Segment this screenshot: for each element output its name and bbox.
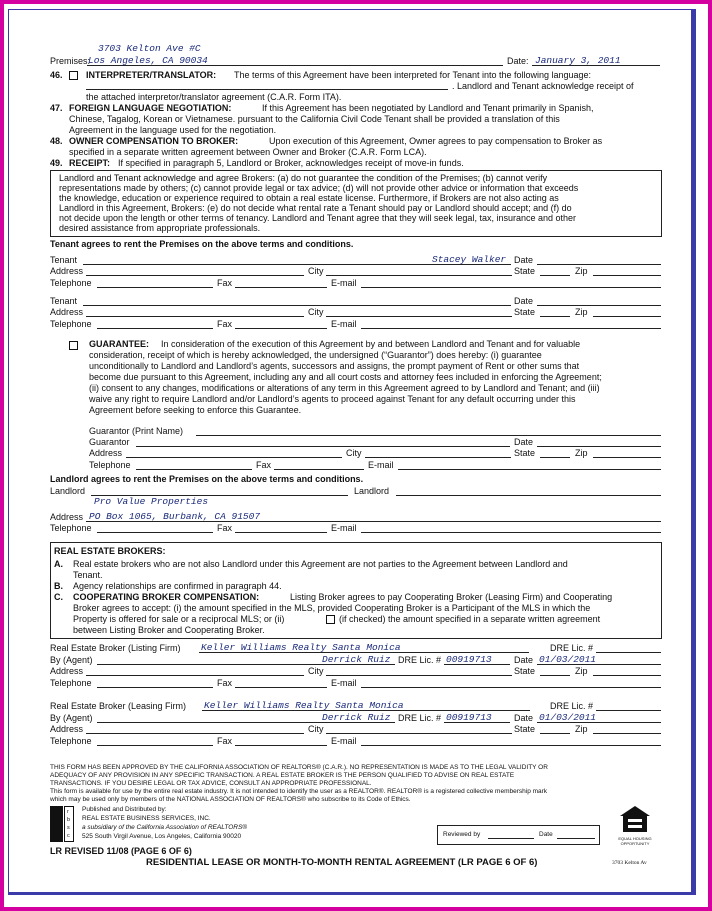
listing-agent-value: Derrick Ruiz <box>322 654 391 665</box>
tenant2-zip-field[interactable] <box>593 316 661 317</box>
tenant1-zip-field[interactable] <box>593 275 661 276</box>
guarantee-line: waive any right to require Landlord and/or Landlord’s agents to proceed against Tenant for any default occurring under this <box>89 394 576 404</box>
guarantee-line: In consideration of the execution of this Agreement by and between Landlord and Tenant and for valuable <box>161 339 581 349</box>
listing-zip-label: Zip <box>575 666 588 676</box>
guarantor-address-label: Address <box>89 448 123 458</box>
landlord-email-label: E-mail <box>331 523 357 533</box>
tenant1-email-label: E-mail <box>331 278 357 288</box>
leasing-city-label: City <box>308 724 324 734</box>
landlord1-label: Landlord <box>50 486 86 496</box>
tenant2-city-field[interactable] <box>326 316 512 317</box>
listing-city-field[interactable] <box>326 675 512 676</box>
listing-firm-value: Keller Williams Realty Santa Monica <box>201 642 401 653</box>
form-title: RESIDENTIAL LEASE OR MONTH-TO-MONTH RENTAL AGREEMENT (LR PAGE 6 OF 6) <box>146 857 538 868</box>
disclaimer-line: representations made by others; (c) cannot provide legal or tax advice; (d) will not provide other advice or information that exceeds <box>59 183 579 193</box>
logo-letter: c <box>67 833 70 839</box>
tenant2-state-label: State <box>514 307 536 317</box>
tenant1-email-field[interactable] <box>361 287 661 288</box>
sec46-text1: The terms of this Agreement have been interpreted for Tenant into the following language: <box>234 70 592 80</box>
leasing-telephone-field[interactable] <box>97 745 213 746</box>
listing-address-label: Address <box>50 666 84 676</box>
guarantor-fax-label: Fax <box>256 460 272 470</box>
brokers-a-letter: A. <box>54 559 63 569</box>
guarantor-telephone-field[interactable] <box>136 469 252 470</box>
leasing-agent-value: Derrick Ruiz <box>322 712 391 723</box>
leasing-agent-dre-label: DRE Lic. # <box>398 713 442 723</box>
publisher-line: REAL ESTATE BUSINESS SERVICES, INC. <box>82 815 211 822</box>
tenant2-telephone-field[interactable] <box>97 328 213 329</box>
sec48-title: OWNER COMPENSATION TO BROKER: <box>69 136 239 146</box>
leasing-agent-label: By (Agent) <box>50 713 93 723</box>
equal-housing-icon <box>617 805 653 835</box>
brokers-a-text1: Real estate brokers who are not also Landlord under this Agreement are not parties to the Agreement between Landlord and <box>73 559 568 569</box>
landlord-email-field[interactable] <box>361 532 661 533</box>
publisher-line: 525 South Virgil Avenue, Los Angeles, California 90020 <box>82 833 242 840</box>
property-ref: 3703 Kelton Av <box>612 860 647 866</box>
guarantor-email-field[interactable] <box>398 469 661 470</box>
guarantor-fax-field[interactable] <box>274 469 364 470</box>
logo-letter: r <box>67 809 69 815</box>
tenant2-email-field[interactable] <box>361 328 661 329</box>
tenant-heading: Tenant agrees to rent the Premises on the above terms and conditions. <box>50 239 354 249</box>
leasing-agent-dre-value: 00919713 <box>446 712 492 723</box>
brokers-c-text3b: (if checked) the amount specified in a separate written agreement <box>339 614 601 624</box>
leasing-address-label: Address <box>50 724 84 734</box>
tenant2-address-field[interactable] <box>86 316 304 317</box>
sec47-text1: If this Agreement has been negotiated by Landlord and Tenant primarily in Spanish, <box>262 103 594 113</box>
guarantor-date-field[interactable] <box>537 446 661 447</box>
landlord-fax-label: Fax <box>217 523 233 533</box>
guarantor-city-label: City <box>346 448 362 458</box>
brokers-a-text2: Tenant. <box>73 570 103 580</box>
footer-notice-line: which may be used only by members of the NATIONAL ASSOCIATION OF REALTORS® who subscribe to its Code of Ethics. <box>50 796 411 803</box>
guarantee-line: (ii) consent to any changes, modifications or alterations of any term in this Agreement agreed to by Landlord and Tenant; and (iii) <box>89 383 600 393</box>
tenant1-fax-label: Fax <box>217 278 233 288</box>
listing-zip-field[interactable] <box>593 675 661 676</box>
leasing-state-field[interactable] <box>540 733 570 734</box>
sec47-text3: Agreement in the language used for the negotiation. <box>69 125 277 135</box>
guarantor-telephone-label: Telephone <box>89 460 131 470</box>
footer-notice-line: TRANSACTIONS. IF YOU DESIRE LEGAL OR TAX ADVICE, CONSULT AN APPROPRIATE PROFESSIONAL. <box>50 780 372 787</box>
listing-agent-label: By (Agent) <box>50 655 93 665</box>
listing-telephone-label: Telephone <box>50 678 92 688</box>
guarantor-state-label: State <box>514 448 536 458</box>
guarantor-zip-field[interactable] <box>593 457 661 458</box>
sec48-text1: Upon execution of this Agreement, Owner agrees to pay compensation to Broker as <box>269 136 603 146</box>
guarantor-print-label: Guarantor (Print Name) <box>89 426 184 436</box>
leasing-zip-field[interactable] <box>593 733 661 734</box>
leasing-firm-label: Real Estate Broker (Leasing Firm) <box>50 701 187 711</box>
sec49-number: 49. <box>50 158 63 168</box>
tenant2-email-label: E-mail <box>331 319 357 329</box>
guarantor-city-field[interactable] <box>365 457 511 458</box>
brokers-c-title: COOPERATING BROKER COMPENSATION: <box>73 592 260 602</box>
listing-city-label: City <box>308 666 324 676</box>
landlord-telephone-label: Telephone <box>50 523 92 533</box>
listing-dre-label: DRE Lic. # <box>550 643 594 653</box>
landlord-telephone-field[interactable] <box>97 532 213 533</box>
sec48-text2: specified in a separate written agreement between Owner and Broker (C.A.R. Form LCA). <box>69 147 427 157</box>
footer-notice-line: This form is available for use by the entire real estate industry. It is not intended to identify the user as a REALTOR®. REALTOR® is a registered collective membership mark <box>50 788 548 795</box>
tenant2-state-field[interactable] <box>540 316 570 317</box>
listing-state-field[interactable] <box>540 675 570 676</box>
tenant2-signature-field[interactable] <box>83 305 511 306</box>
tenant1-address-label: Address <box>50 266 84 276</box>
landlord-address-value: PO Box 1065, Burbank, CA 91507 <box>89 511 261 522</box>
guarantor-email-label: E-mail <box>368 460 394 470</box>
guarantor-zip-label: Zip <box>575 448 588 458</box>
reviewed-date-field[interactable] <box>557 838 595 839</box>
reviewed-by-label: Reviewed by <box>443 831 481 838</box>
leasing-firm-value: Keller Williams Realty Santa Monica <box>204 700 404 711</box>
listing-date-label: Date <box>514 655 534 665</box>
sec46-number: 46. <box>50 70 63 80</box>
tenant2-city-label: City <box>308 307 324 317</box>
brokers-title: REAL ESTATE BROKERS: <box>54 546 166 556</box>
brokers-b-text: Agency relationships are confirmed in paragraph 44. <box>73 581 282 591</box>
tenant2-zip-label: Zip <box>575 307 588 317</box>
listing-fax-label: Fax <box>217 678 233 688</box>
brokers-b-letter: B. <box>54 581 63 591</box>
leasing-date-label: Date <box>514 713 534 723</box>
tenant1-zip-label: Zip <box>575 266 588 276</box>
tenant1-state-label: State <box>514 266 536 276</box>
sec46-text3: the attached interpretor/translator agreement (C.A.R. Form ITA). <box>86 92 342 102</box>
address-line1: 3703 Kelton Ave #C <box>98 43 201 54</box>
listing-dre-field[interactable] <box>596 652 661 653</box>
landlord-fax-field[interactable] <box>235 532 327 533</box>
leasing-fax-field[interactable] <box>235 745 327 746</box>
guarantor-address-field[interactable] <box>126 457 342 458</box>
tenant1-date-field[interactable] <box>537 264 661 265</box>
date-label: Date: <box>507 56 529 66</box>
leasing-email-label: E-mail <box>331 736 357 746</box>
leasing-date-value: 01/03/2011 <box>539 712 597 723</box>
brokers-c-letter: C. <box>54 592 63 602</box>
sec48-number: 48. <box>50 136 63 146</box>
listing-agent-dre-label: DRE Lic. # <box>398 655 442 665</box>
brokers-c-text1: Listing Broker agrees to pay Cooperating Broker (Leasing Firm) and Cooperating <box>290 592 613 602</box>
equal-housing-text: EQUAL HOUSING OPPORTUNITY <box>618 836 652 846</box>
landlord-address-label: Address <box>50 512 84 522</box>
sec47-text2: Chinese, Tagalog, Korean or Vietnamese. pursuant to the California Civil Code Tenant shall be provided a translation of this <box>69 114 560 124</box>
leasing-address-field[interactable] <box>86 733 304 734</box>
tenant1-address-field[interactable] <box>86 275 304 276</box>
sec46-title: INTERPRETER/TRANSLATOR: <box>86 70 217 80</box>
guarantor-state-field[interactable] <box>540 457 570 458</box>
tenant1-city-label: City <box>308 266 324 276</box>
guarantor-signature-field[interactable] <box>136 446 510 447</box>
guarantor-print-field[interactable] <box>196 435 661 436</box>
reviewed-date-label: Date <box>539 831 553 838</box>
logo-letter: s <box>67 825 70 831</box>
tenant1-date-label: Date <box>514 255 534 265</box>
listing-firm-label: Real Estate Broker (Listing Firm) <box>50 643 181 653</box>
disclaimer-line: Landlord and Tenant acknowledge and agree Brokers: (a) do not guarantee the condition of the Premises; (b) cannot verify <box>59 173 548 183</box>
guarantee-line: unconditionally to Landlord and Landlord’s agents, successors and assigns, the prompt payment of Rent or other sums that <box>89 361 580 371</box>
premises-label: Premises: <box>50 56 91 66</box>
leasing-dre-field[interactable] <box>596 710 661 711</box>
disclaimer-line: not decide upon the length or other terms of tenancy. Landlord and Tenant agree that they will seek legal, tax, insurance and other <box>59 213 577 223</box>
leasing-state-label: State <box>514 724 536 734</box>
date-value: January 3, 2011 <box>535 55 621 66</box>
leasing-email-field[interactable] <box>361 745 661 746</box>
brokers-c-text2: Broker agrees to accept: (i) the amount specified in the MLS, provided Cooperating Broker is a Participant of the MLS in which the <box>73 603 591 613</box>
tenant2-telephone-label: Telephone <box>50 319 92 329</box>
sec47-title: FOREIGN LANGUAGE NEGOTIATION: <box>69 103 232 113</box>
tenant1-fax-field[interactable] <box>235 287 327 288</box>
tenant1-signature: Stacey Walker <box>432 254 507 265</box>
sec49-text1: If specified in paragraph 5, Landlord or Broker, acknowledges receipt of move-in funds. <box>118 158 464 168</box>
listing-email-label: E-mail <box>331 678 357 688</box>
listing-date-value: 01/03/2011 <box>539 654 597 665</box>
landlord2-signature-field[interactable] <box>396 495 661 496</box>
reviewed-by-field[interactable] <box>488 838 534 839</box>
guarantee-line: Agreement before seeking to enforce this Guarantee. <box>89 405 302 415</box>
leasing-city-field[interactable] <box>326 733 512 734</box>
publisher-line: a subsidiary of the California Association of REALTORS® <box>82 824 248 831</box>
leasing-dre-label: DRE Lic. # <box>550 701 594 711</box>
revision-label: LR REVISED 11/08 (PAGE 6 OF 6) <box>50 846 192 856</box>
landlord2-label: Landlord <box>354 486 390 496</box>
guarantor-label: Guarantor <box>89 437 130 447</box>
leasing-fax-label: Fax <box>217 736 233 746</box>
brokers-c-text3a: Property is offered for sale or a reciprocal MLS; or (ii) <box>73 614 285 624</box>
tenant2-address-label: Address <box>50 307 84 317</box>
guarantee-checkbox[interactable] <box>69 341 78 350</box>
listing-email-field[interactable] <box>361 687 661 688</box>
tenant2-fax-label: Fax <box>217 319 233 329</box>
premises-value: Los Angeles, CA 90034 <box>88 55 208 66</box>
tenant2-date-field[interactable] <box>537 305 661 306</box>
listing-state-label: State <box>514 666 536 676</box>
tenant1-telephone-label: Telephone <box>50 278 92 288</box>
disclaimer-line: the knowledge, education or experience required to obtain a real estate license. Furthermore, if Brokers are not also acting as <box>59 193 559 203</box>
sec47-number: 47. <box>50 103 63 113</box>
sec49-title: RECEIPT: <box>69 158 111 168</box>
sec46-text2: . Landlord and Tenant acknowledge receipt of <box>452 81 634 91</box>
tenant1-telephone-field[interactable] <box>97 287 213 288</box>
listing-fax-field[interactable] <box>235 687 327 688</box>
brokers-c-text4: between Listing Broker and Cooperating Broker. <box>73 625 265 635</box>
separate-agreement-checkbox[interactable] <box>326 615 335 624</box>
rebs-logo <box>50 806 63 842</box>
guarantee-line: become due pursuant to this Agreement, including any and all court costs and attorney fees included in enforcing the Agreement; <box>89 372 602 382</box>
sec46-checkbox[interactable] <box>69 71 78 80</box>
landlord-company: Pro Value Properties <box>94 496 209 507</box>
publisher-line: Published and Distributed by: <box>82 806 167 813</box>
landlord-heading: Landlord agrees to rent the Premises on the above terms and conditions. <box>50 474 364 484</box>
listing-agent-dre-value: 00919713 <box>446 654 492 665</box>
guarantee-title: GUARANTEE: <box>89 339 149 349</box>
listing-telephone-field[interactable] <box>97 687 213 688</box>
footer-notice-line: ADEQUACY OF ANY PROVISION IN ANY SPECIFIC TRANSACTION. A REAL ESTATE BROKER IS THE PERSON QUALIFIED TO ADVISE ON REAL ESTATE <box>50 772 515 779</box>
footer-notice-line: THIS FORM HAS BEEN APPROVED BY THE CALIFORNIA ASSOCIATION OF REALTORS® (C.A.R.). NO REPRESENTATION IS MADE AS TO THE LEGAL VALIDITY OR <box>50 764 548 771</box>
leasing-telephone-label: Telephone <box>50 736 92 746</box>
disclaimer-line: Landlord in this Agreement, Brokers: (e) do not decide what rental rate a Tenant should pay or Landlord should accept; and (f) do <box>59 203 572 213</box>
leasing-zip-label: Zip <box>575 724 588 734</box>
tenant2-fax-field[interactable] <box>235 328 327 329</box>
tenant2-label: Tenant <box>50 296 78 306</box>
guarantee-line: consideration, receipt of which is hereby acknowledged, the undersigned (“Guarantor”) does hereby: (i) guarantee <box>89 350 542 360</box>
language-field[interactable] <box>86 89 448 90</box>
tenant1-label: Tenant <box>50 255 78 265</box>
guarantor-date-label: Date <box>514 437 534 447</box>
tenant2-date-label: Date <box>514 296 534 306</box>
listing-address-field[interactable] <box>86 675 304 676</box>
tenant1-city-field[interactable] <box>326 275 512 276</box>
disclaimer-line: desired assistance from appropriate professionals. <box>59 223 261 233</box>
tenant1-state-field[interactable] <box>540 275 570 276</box>
logo-letter: b <box>67 817 71 823</box>
